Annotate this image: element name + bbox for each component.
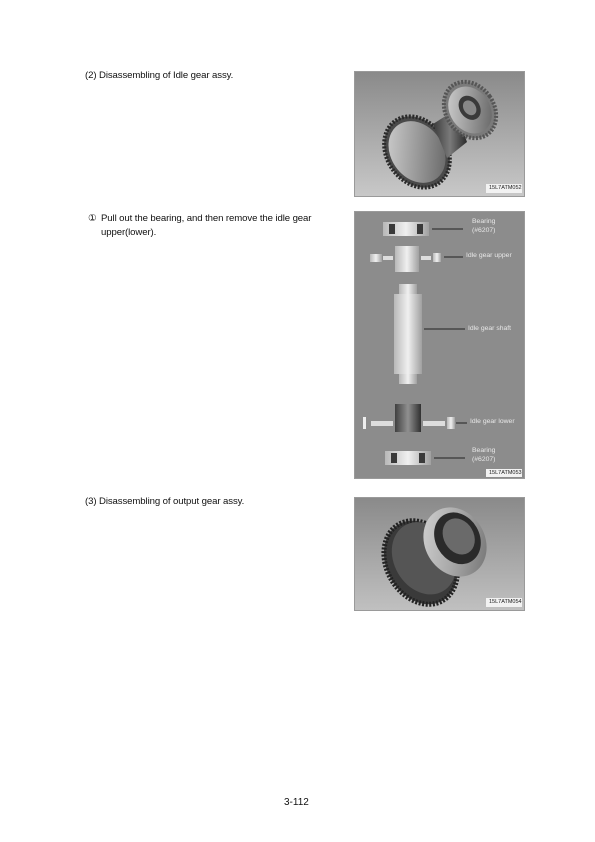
idle-gear-exploded-photo	[354, 211, 525, 479]
callout-idle-gear-shaft: Idle gear shaft	[468, 325, 512, 332]
step-1-text-line-1: Pull out the bearing, and then remove the idle gear	[101, 213, 312, 224]
step-1-marker: ①	[88, 213, 97, 224]
callout-bearing-top-line-2: (#6207)	[472, 227, 496, 234]
callout-bearing-bottom-line-1: Bearing	[472, 447, 496, 454]
callout-bearing-top-line-1: Bearing	[472, 218, 496, 225]
step-1-text-line-2: upper(lower).	[101, 227, 157, 238]
callout-idle-gear-upper: Idle gear upper	[466, 252, 512, 259]
page-number: 3-112	[284, 797, 309, 808]
figure-id-label: 15L7ATM053	[489, 470, 522, 476]
callout-idle-gear-lower: Idle gear lower	[470, 418, 515, 425]
idle-gear-assy-photo	[354, 71, 525, 197]
figure-id-label: 15L7ATM054	[489, 599, 522, 605]
section-3-heading: (3) Disassembling of output gear assy.	[85, 496, 245, 507]
figure-id-label: 15L7ATM052	[489, 185, 522, 191]
callout-bearing-bottom-line-2: (#6207)	[472, 456, 496, 463]
output-gear-assy-photo	[354, 497, 525, 611]
section-2-heading: (2) Disassembling of Idle gear assy.	[85, 70, 234, 81]
